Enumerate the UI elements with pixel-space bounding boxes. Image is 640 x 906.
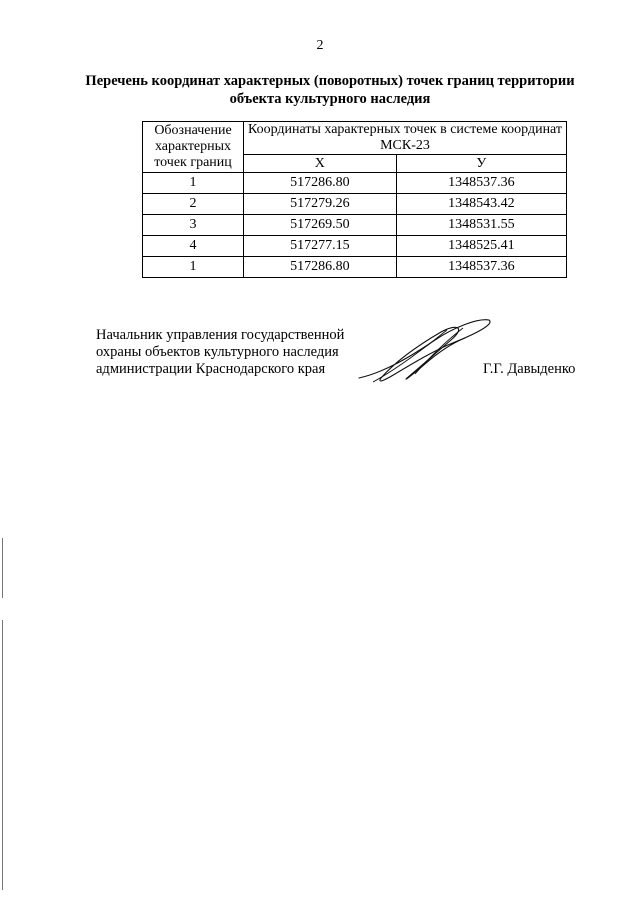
coordinates-table: [142, 121, 567, 278]
header-x: X: [244, 155, 397, 173]
cell-x: 517269.50: [244, 215, 397, 236]
cell-point: 2: [143, 194, 244, 215]
header-point-label: Обозначение характерных точек границ: [143, 122, 244, 173]
signature-block: [96, 327, 344, 378]
cell-x: 517279.26: [244, 194, 397, 215]
document-title: Перечень координат характерных (поворотных) точек границ территории объекта культурного наследия: [85, 73, 575, 107]
cell-y: 1348537.36: [396, 257, 566, 278]
cell-x: 517286.80: [244, 257, 397, 278]
position-line-3: администрации Краснодарского края: [96, 361, 326, 377]
position-line-2: охраны объектов культурного наследия: [96, 344, 339, 360]
header-coordinates-group: Координаты характерных точек в системе координат МСК-23: [244, 122, 567, 155]
cell-y: 1348537.36: [396, 173, 566, 194]
cell-x: 517277.15: [244, 236, 397, 257]
cell-y: 1348543.42: [396, 194, 566, 215]
cell-point: 3: [143, 215, 244, 236]
cell-x: 517286.80: [244, 173, 397, 194]
header-y: У: [396, 155, 566, 173]
handwritten-signature: [355, 312, 495, 387]
cell-y: 1348531.55: [396, 215, 566, 236]
signatory-name: Г.Г. Давыденко: [483, 361, 576, 377]
cell-point: 4: [143, 236, 244, 257]
page-number: 2: [316, 38, 324, 53]
table-row: [143, 194, 567, 215]
scan-margin-line: [2, 620, 3, 890]
position-line-1: Начальник управления государственной: [96, 327, 345, 343]
table-header-row: [143, 122, 567, 155]
table-row: [143, 257, 567, 278]
table-row: [143, 236, 567, 257]
cell-point: 1: [143, 257, 244, 278]
cell-point: 1: [143, 173, 244, 194]
table-row: [143, 173, 567, 194]
table-row: [143, 215, 567, 236]
scan-margin-line: [2, 538, 3, 598]
cell-y: 1348525.41: [396, 236, 566, 257]
